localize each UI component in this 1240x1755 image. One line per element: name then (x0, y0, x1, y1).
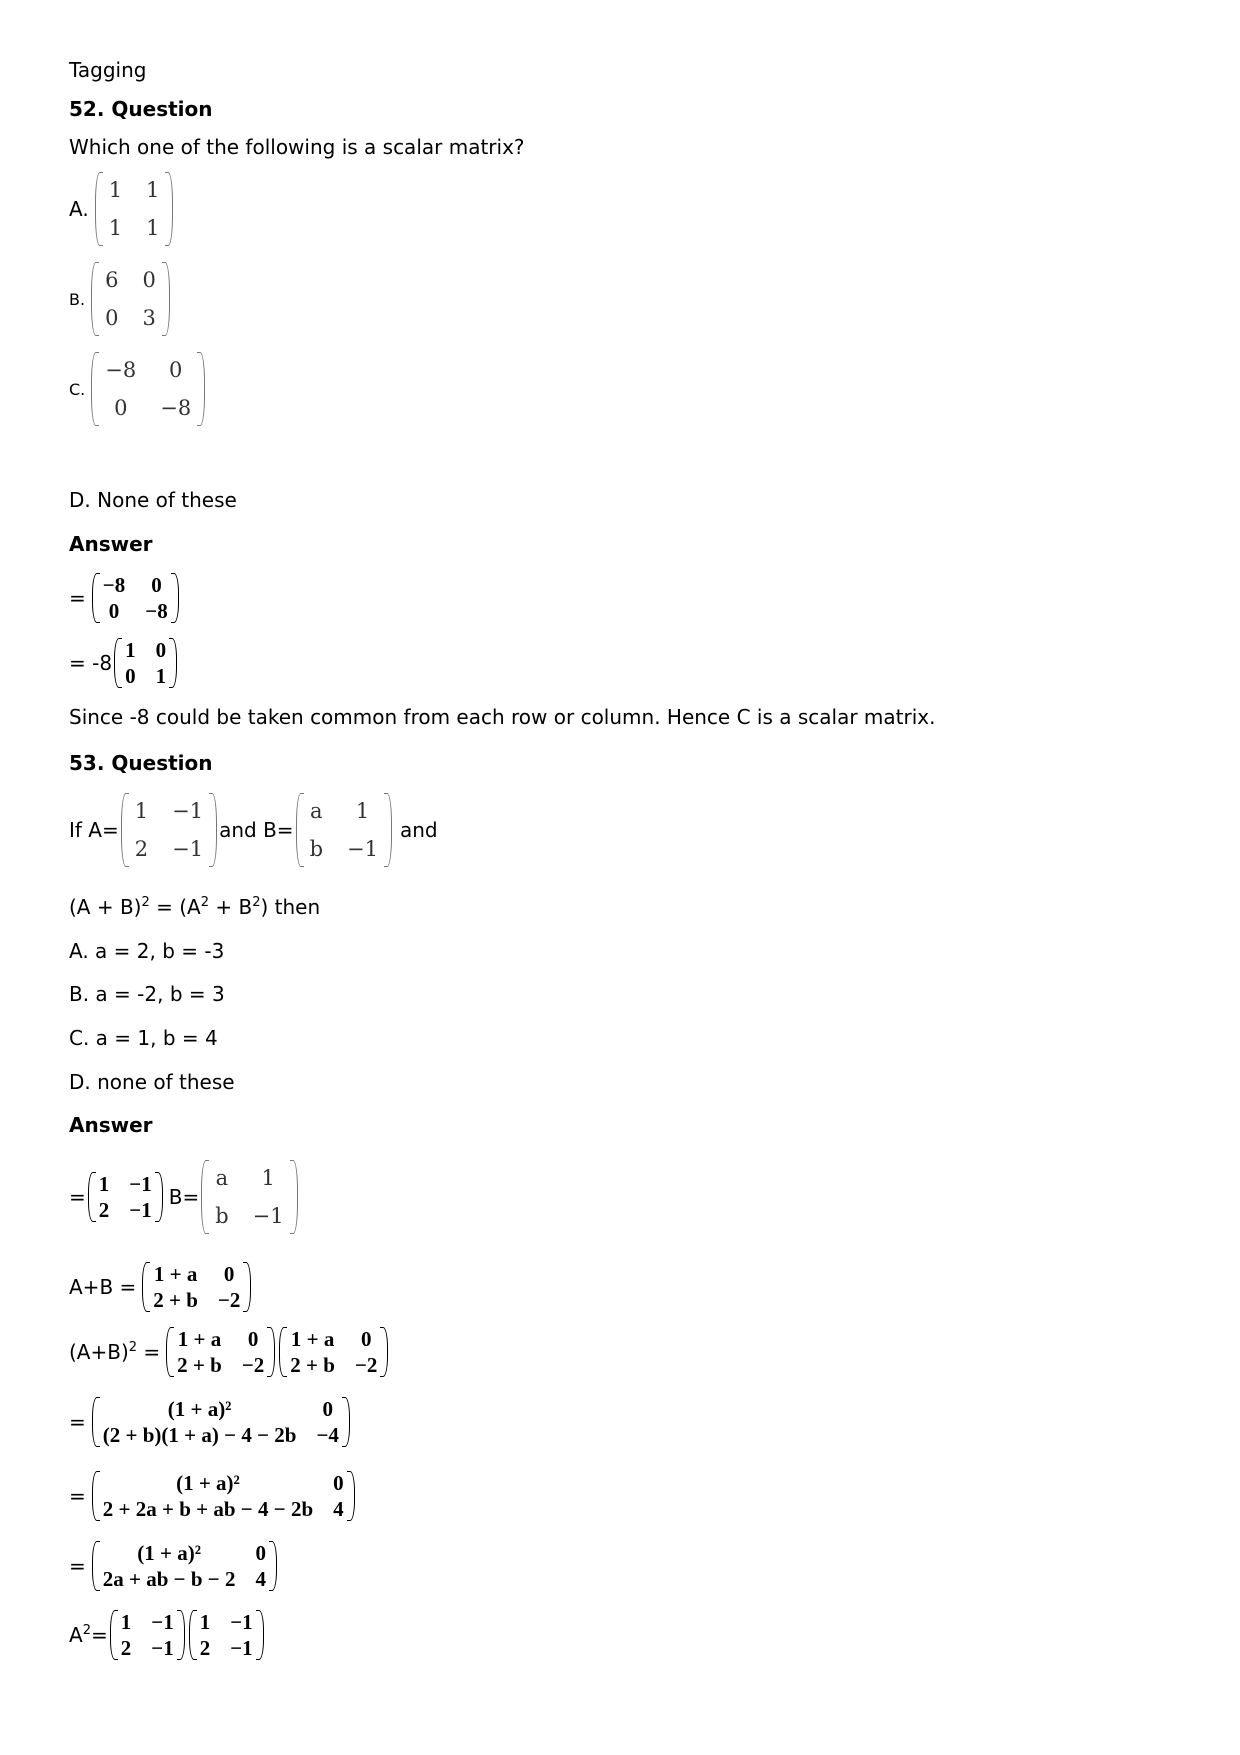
matrix (92, 1471, 355, 1521)
matrix-cell: −8 (160, 396, 192, 420)
matrix-cell: b (309, 837, 324, 861)
q53-option-a: A. a = 2, b = -3 (69, 939, 225, 963)
matrix-cell: 1 (125, 638, 136, 662)
matrix-cell: 1 (146, 216, 160, 240)
matrix-cell: 1 (355, 799, 370, 823)
matrix-cell: −2 (354, 1353, 378, 1377)
statement-text: If A= (69, 818, 119, 842)
equals-sign: = (69, 1484, 86, 1508)
q53-answer-step5 (69, 1471, 357, 1521)
matrix-b (296, 793, 392, 867)
matrix-cell: −2 (217, 1288, 241, 1312)
q52-option-b (69, 262, 172, 336)
matrix-cell: 1 (199, 1610, 211, 1634)
matrix-cell: −1 (172, 837, 204, 861)
matrix-cell: 0 (255, 1541, 267, 1565)
q53-answer-step4 (69, 1397, 352, 1447)
q52-question: Which one of the following is a scalar matrix? (69, 135, 525, 159)
matrix-cell: 1 (261, 1166, 275, 1190)
option-label: C. (69, 379, 86, 399)
matrix (95, 172, 174, 246)
matrix (279, 1327, 388, 1377)
statement-text: and B= (219, 818, 294, 842)
matrix-cell: 1 (146, 178, 160, 202)
matrix-cell: 1 (108, 178, 123, 202)
matrix-cell: 2 + b (177, 1353, 222, 1377)
q52-title: 52. Question (69, 97, 213, 121)
matrix-cell: −1 (230, 1636, 253, 1660)
matrix (92, 1541, 277, 1591)
q53-option-d: D. none of these (69, 1070, 235, 1094)
statement-text: $(A+B)^2$ = (69, 1340, 161, 1364)
matrix-cell: 2 (98, 1198, 110, 1222)
q53-option-c: C. a = 1, b = 4 (69, 1026, 218, 1050)
matrix-cell: 0 (155, 638, 167, 662)
matrix-cell: 0 (125, 664, 136, 688)
matrix-cell: 2 (120, 1636, 132, 1660)
matrix-cell: 0 (142, 268, 156, 292)
q53-title: 53. Question (69, 751, 213, 775)
matrix-cell: 0 (360, 1327, 372, 1351)
q52-option-c (69, 352, 207, 426)
matrix-cell: 4 (333, 1497, 344, 1521)
matrix-cell: a (310, 799, 323, 823)
matrix (91, 262, 170, 336)
matrix-cell: 1 (108, 216, 123, 240)
matrix-cell: (1 + a)² (167, 1397, 232, 1421)
statement-text: $A^2=$ (69, 1623, 108, 1647)
matrix-cell: 1 (155, 664, 167, 688)
matrix-cell: 2 (134, 837, 149, 861)
q52-option-a (69, 172, 175, 246)
matrix-cell: 1 (134, 799, 149, 823)
matrix (201, 1160, 297, 1234)
matrix-cell: −1 (151, 1636, 174, 1660)
matrix-cell: 0 (114, 396, 128, 420)
matrix-cell: (2 + b)(1 + a) − 4 − 2b (102, 1423, 297, 1447)
matrix-a (121, 793, 217, 867)
q52-option-d: D. None of these (69, 488, 237, 512)
matrix (189, 1610, 264, 1660)
matrix (92, 573, 179, 623)
option-label: B. (69, 289, 86, 309)
matrix-cell: 1 (98, 1172, 110, 1196)
equals-sign: = (69, 1554, 86, 1578)
q53-answer-step7 (69, 1610, 266, 1660)
matrix-cell: 0 (333, 1471, 344, 1495)
matrix-cell: 0 (151, 573, 162, 597)
matrix-cell: −1 (129, 1198, 152, 1222)
q52-answer-step1 (69, 573, 181, 623)
matrix-cell: 0 (108, 599, 120, 623)
matrix-cell: 0 (105, 306, 119, 330)
matrix-cell: 0 (247, 1327, 259, 1351)
matrix-cell: 2 + b (153, 1288, 198, 1312)
matrix (88, 1172, 163, 1222)
matrix-cell: 0 (169, 358, 183, 382)
matrix-cell: −1 (252, 1204, 284, 1228)
matrix-cell: a (215, 1166, 229, 1190)
matrix-cell: 1 + a (177, 1327, 222, 1351)
q52-answer-heading: Answer (69, 532, 153, 556)
q53-statement (69, 793, 438, 867)
q53-option-b: B. a = -2, b = 3 (69, 982, 225, 1006)
matrix-cell: 0 (223, 1262, 235, 1286)
matrix-cell: b (215, 1204, 229, 1228)
matrix-cell: −2 (241, 1353, 265, 1377)
statement-text: and (399, 818, 438, 842)
matrix-cell: −4 (316, 1423, 339, 1447)
matrix-cell: 2a + ab − b − 2 (102, 1567, 236, 1591)
equals-sign: = (69, 586, 86, 610)
matrix-cell: −1 (151, 1610, 174, 1634)
q53-answer-step2 (69, 1262, 253, 1312)
matrix (114, 638, 177, 688)
matrix-cell: −1 (129, 1172, 152, 1196)
matrix-cell: −1 (230, 1610, 253, 1634)
matrix-cell: 2 (199, 1636, 211, 1660)
q53-answer-step6 (69, 1541, 279, 1591)
matrix (166, 1327, 275, 1377)
matrix-cell: 2 + b (290, 1353, 335, 1377)
matrix-cell: −8 (102, 573, 126, 597)
matrix-cell: −1 (347, 837, 378, 861)
matrix (91, 352, 205, 426)
scalar-prefix: = -8 (69, 651, 113, 675)
q53-answer-heading: Answer (69, 1113, 153, 1137)
q53-answer-step1 (69, 1160, 300, 1234)
equals-sign: = (69, 1410, 86, 1434)
matrix (142, 1262, 251, 1312)
q53-answer-step3 (69, 1327, 390, 1377)
option-label: A. (69, 197, 89, 221)
matrix-cell: (1 + a)² (176, 1471, 240, 1495)
tagging-label: Tagging (69, 58, 147, 82)
q52-answer-step2 (69, 638, 179, 688)
matrix-cell: (1 + a)² (137, 1541, 202, 1565)
matrix-cell: 0 (322, 1397, 333, 1421)
matrix-cell: 2 + 2a + b + ab − 4 − 2b (102, 1497, 314, 1521)
matrix-cell: 6 (105, 268, 119, 292)
matrix (110, 1610, 185, 1660)
matrix-cell: −8 (105, 358, 137, 382)
matrix-cell: 4 (255, 1567, 267, 1591)
matrix-cell: 1 + a (153, 1262, 198, 1286)
matrix-cell: −1 (172, 799, 204, 823)
matrix-cell: 3 (142, 306, 156, 330)
q52-conclusion: Since -8 could be taken common from each row or column. Hence C is a scalar matrix. (69, 705, 936, 729)
matrix-cell: −8 (145, 599, 168, 623)
equals-sign: = (69, 1185, 86, 1209)
matrix (92, 1397, 350, 1447)
matrix-cell: 1 + a (290, 1327, 335, 1351)
q53-condition: $(A + B)^2 = (A^2 + B^2)$ then (69, 895, 321, 919)
matrix-cell: 1 (120, 1610, 132, 1634)
statement-text: B= (168, 1185, 200, 1209)
statement-text: A+B = (69, 1275, 137, 1299)
